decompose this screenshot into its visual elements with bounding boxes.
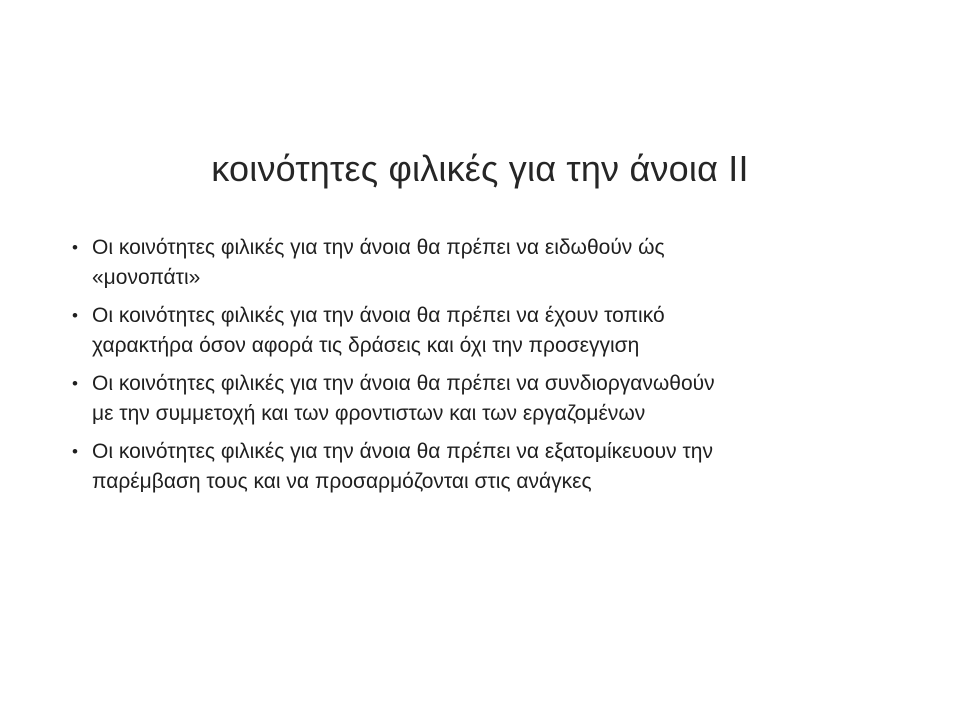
bullet-text: Οι κοινότητες φιλικές για την άνοια θα πρέπει να έχουν τοπικό χαρακτήρα όσον αφορά τις δράσεις και όχι την προσεγγιση	[92, 304, 665, 357]
bullet-icon: •	[72, 306, 78, 325]
bullet-icon: •	[72, 238, 78, 257]
bullet-icon: •	[72, 442, 78, 461]
bullet-item	[72, 369, 892, 429]
bullet-icon: •	[72, 374, 78, 393]
bullet-item	[72, 301, 892, 361]
bullet-item	[72, 437, 892, 497]
slide-title: κοινότητες φιλικές για την άνοια ΙΙ	[211, 148, 749, 189]
bullet-list	[72, 233, 892, 505]
bullet-text: Οι κοινότητες φιλικές για την άνοια θα πρέπει να ειδωθούν ώς «μονοπάτι»	[92, 236, 665, 289]
bullet-text: Οι κοινότητες φιλικές για την άνοια θα πρέπει να εξατομίκευουν την παρέμβαση τους και να προσαρμόζονται στις ανάγκες	[92, 440, 713, 493]
bullet-item	[72, 233, 892, 293]
bullet-text: Οι κοινότητες φιλικές για την άνοια θα πρέπει να συνδιοργανωθούν με την συμμετοχή και των φροντιστων και των εργαζομένων	[92, 372, 715, 425]
